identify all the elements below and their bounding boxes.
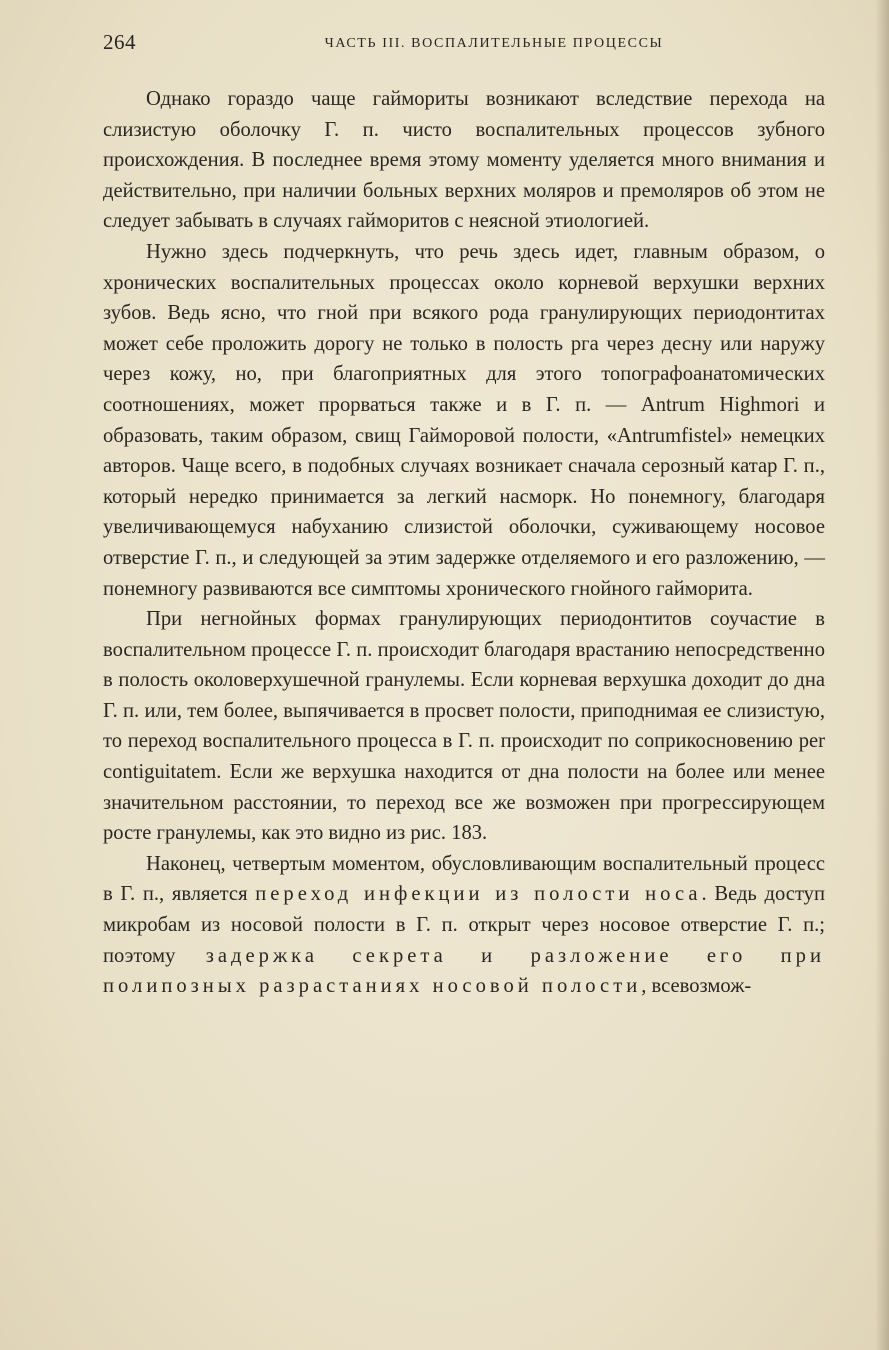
paragraph-4-middle: . Ведь доступ микробам из носовой полости в Г. п. открыт через носовое отверстие Г. п.; поэтому [103, 883, 825, 967]
paragraph-4 [103, 849, 825, 1002]
spaced-emphasis-2: задержка секрета и разложение его при полипозных разрастаниях носовой полости [103, 944, 825, 998]
page-edge-shadow [875, 0, 889, 1350]
spaced-emphasis-1: переход инфекции из полости носа [255, 883, 702, 906]
paragraph-4-start: Наконец, четвертым моментом, обусловливающим воспалительный процесс в Г. п., является [103, 852, 825, 906]
paragraph-1: Однако гораздо чаще гаймориты возникают вследствие перехода на слизистую оболочку Г. п. чисто воспалительных процессов зубного происхождения. В последнее время этому моменту уделяется много внимания и действительно, при наличии больных верхних моляров и премоляров об этом не следует забывать в случаях гайморитов с неясной этиологией. [103, 88, 825, 233]
paragraph-4-end: , всевозмож- [641, 975, 752, 998]
paragraph-2: Нужно здесь подчеркнуть, что речь здесь идет, главным образом, о хронических воспалительных процессах около корневой верхушки верхних зубов. Ведь ясно, что гной при всякого рода гранулирующих периодонтитах может себе проложить дорогу не только в полость рга через десну или наружу через кожу, но, при благоприятных для этого топографоанатомических соотношениях, может прорваться также и в Г. п. — Antrum Highmori и образовать, таким образом, свищ Гайморовой полости, «Antrumfistel» немецких авторов. Чаще всего, в подобных случаях возникает сначала серозный катар Г. п., который нередко принимается за легкий насморк. Но понемногу, благодаря увеличивающемуся набуханию слизистой оболочки, суживающему носовое отверстие Г. п., и следующей за этим задержке отделяемого и его разложению, — понемногу развиваются все симптомы хронического гнойного гайморита. [103, 240, 825, 600]
page-number: 264 [103, 30, 136, 54]
body-text [103, 84, 825, 1002]
paragraph-3: При негнойных формах гранулирующих периодонтитов соучастие в воспалительном процессе Г. п. происходит благодаря врастанию непосредственно в полость околоверхушечной гранулемы. Если корневая верхушка доходит до дна Г. п. или, тем более, выпячивается в просвет полости, приподнимая ее слизистую, то переход воспалительного процесса в Г. п. происходит по соприкосновению per contiguitatem. Если же верхушка находится от дна полости на более или менее значительном расстоянии, то переход все же возможен при прогрессирующем росте гранулемы, как это видно из рис. 183. [103, 608, 825, 845]
page-header [103, 30, 825, 60]
running-head: ЧАСТЬ III. ВОСПАЛИТЕЛЬНЫЕ ПРОЦЕССЫ [324, 36, 664, 51]
